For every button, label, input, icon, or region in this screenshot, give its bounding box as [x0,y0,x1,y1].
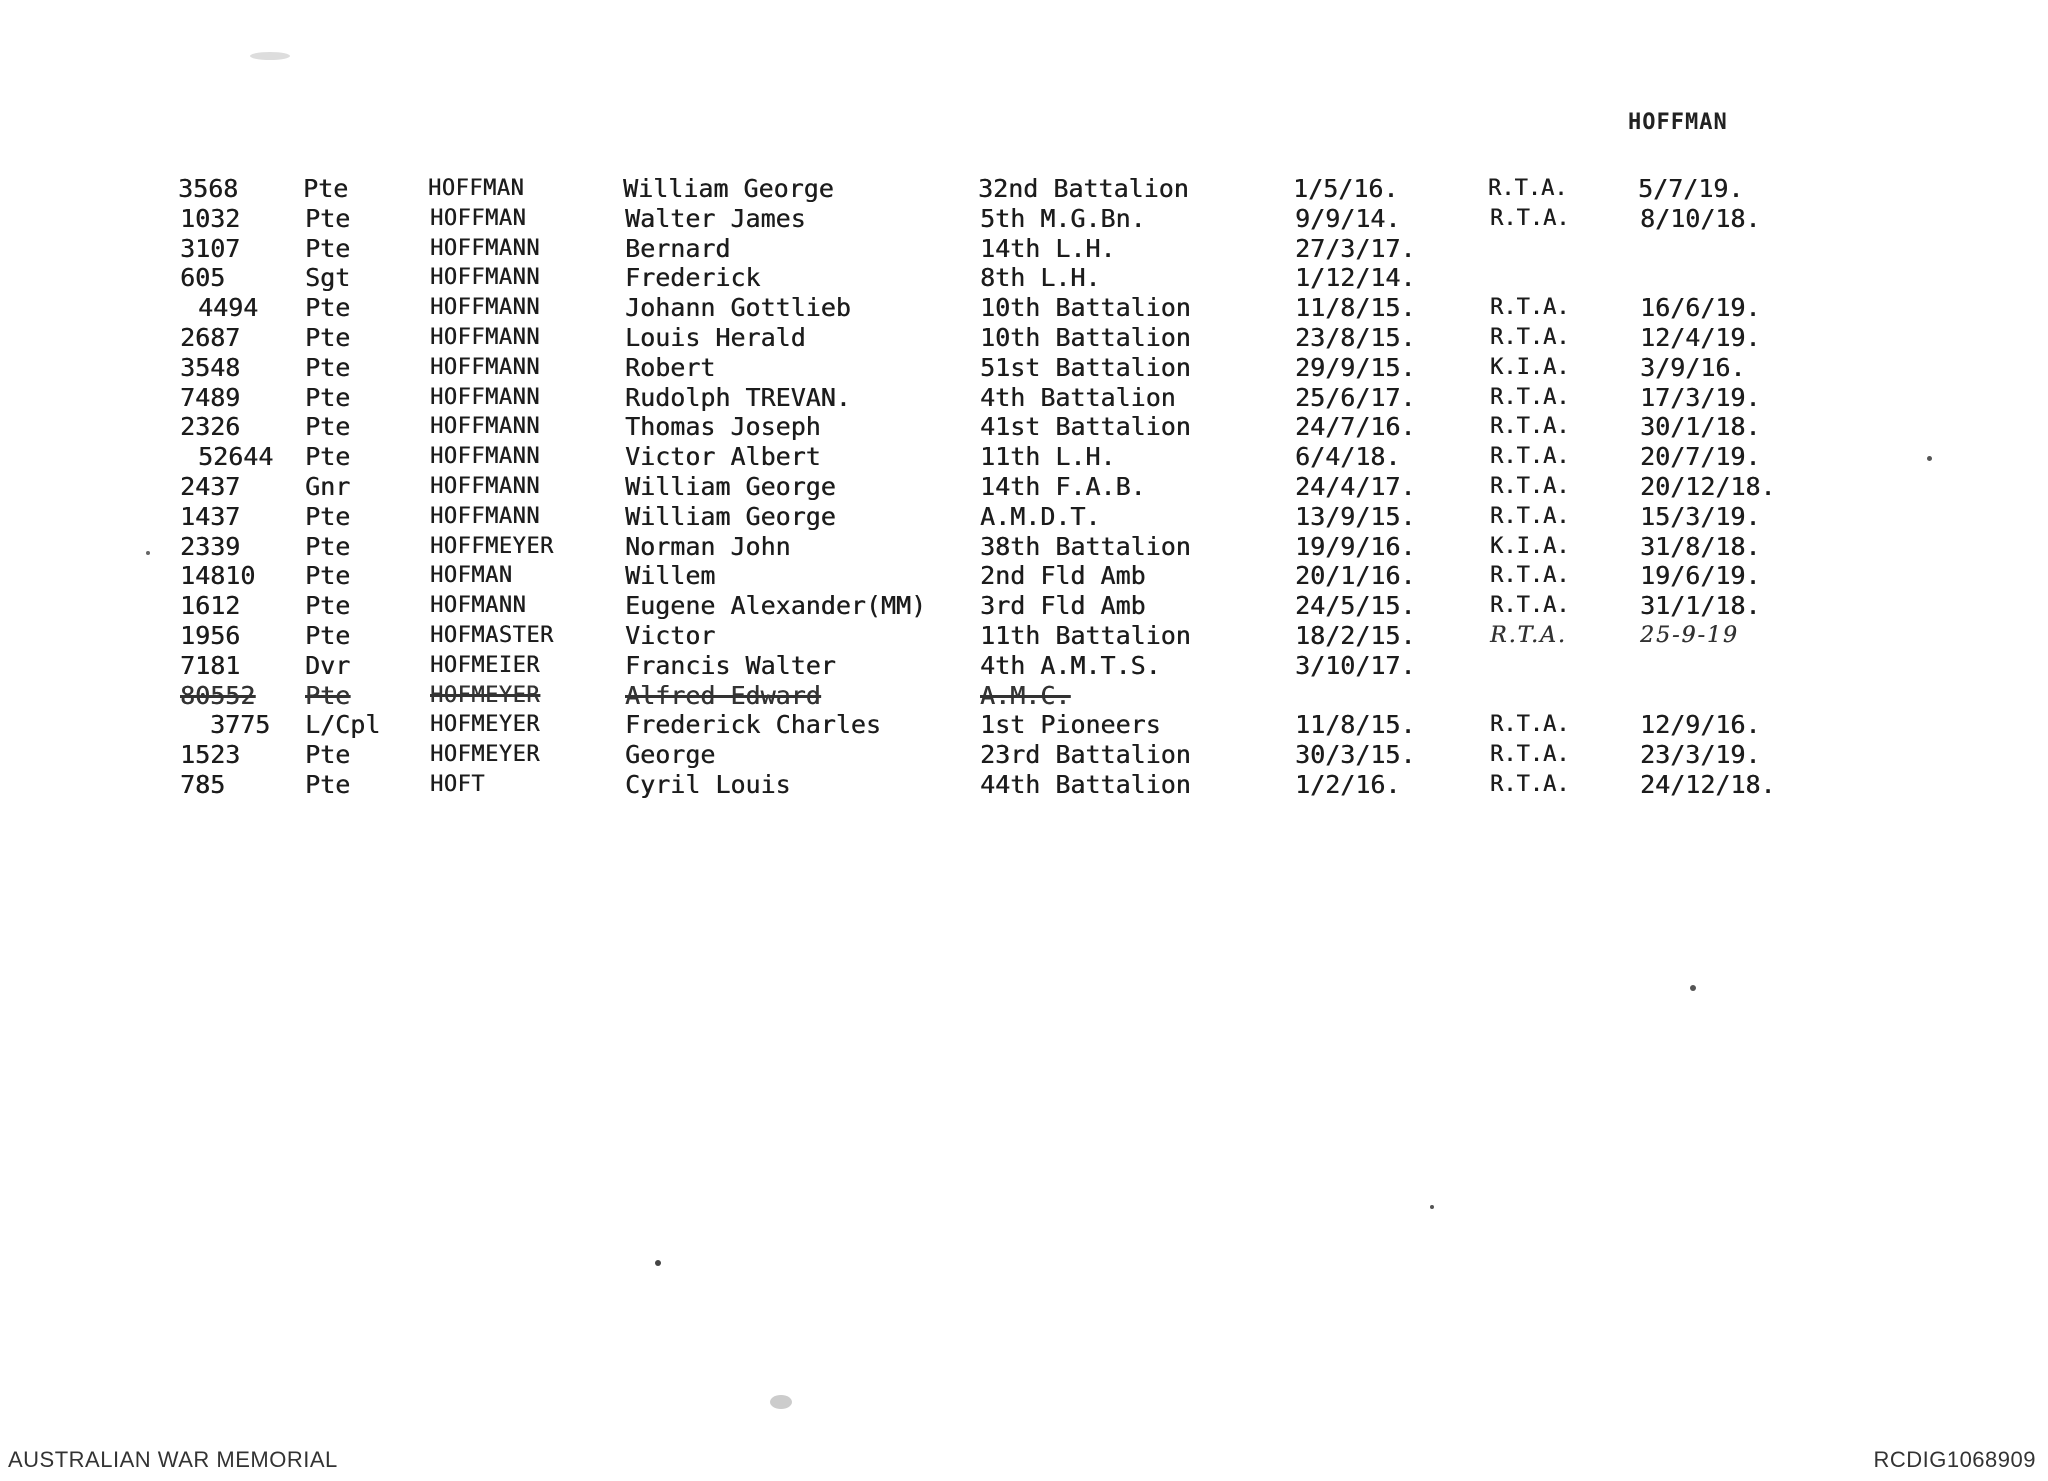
roll-entry [180,532,1860,562]
service-number: 1523 [180,740,241,770]
fate: R.T.A. [1490,324,1570,350]
service-number: 4494 [198,293,259,323]
given-names: Johann Gottlieb [625,293,851,323]
surname: HOFT [430,771,485,797]
fate-date-handwritten: 25-9-19 [1640,622,1739,648]
roll-entry [180,710,1860,740]
given-names: Thomas Joseph [625,412,821,442]
given-names: Robert [625,352,716,382]
surname: HOFMEYER [430,682,540,708]
roll-entry [180,472,1860,502]
fate-handwritten: R.T.A. [1490,622,1567,648]
service-number: 2326 [180,412,241,442]
given-names: Willem [625,561,716,591]
roll-entry [180,770,1860,800]
surname: HOFMEYER [430,742,540,768]
enlistment-date: 20/1/16. [1295,561,1416,591]
enlistment-date: 30/3/15. [1295,740,1416,770]
service-number: 2687 [180,322,241,352]
service-number: 7181 [180,650,241,680]
service-number: 1437 [180,501,241,531]
fate-date: 15/3/19. [1640,501,1761,531]
fate-date: 31/8/18. [1640,531,1761,561]
rank: Pte [305,382,351,412]
fate: R.T.A. [1490,473,1570,499]
fate: R.T.A. [1490,205,1570,231]
service-number: 3107 [180,233,241,263]
fate-date: 16/6/19. [1640,293,1761,323]
fate: R.T.A. [1490,444,1570,470]
fate-date: 23/3/19. [1640,740,1761,770]
surname: HOFFMANN [430,414,540,440]
rank: Sgt [305,263,351,293]
fate-date: 17/3/19. [1640,382,1761,412]
unit: 11th Battalion [980,620,1191,650]
enlistment-date: 6/4/18. [1295,442,1401,472]
service-number: 2437 [180,471,241,501]
rank: Pte [305,769,351,799]
fate: R.T.A. [1488,176,1568,201]
paper-speck [770,1395,792,1409]
surname: HOFFMANN [430,503,540,529]
enlistment-date: 27/3/17. [1295,233,1416,263]
given-names: Cyril Louis [625,769,791,799]
unit: 10th Battalion [980,322,1191,352]
fate: R.T.A. [1490,771,1570,797]
service-number: 3568 [178,174,239,203]
surname: HOFFMANN [430,473,540,499]
surname: HOFFMEYER [430,533,554,559]
roll-entry [180,621,1860,651]
rank: Pte [305,620,351,650]
unit: 32nd Battalion [978,174,1189,203]
roll-entry [180,412,1860,442]
fate-date: 3/9/16. [1640,352,1746,382]
roll-entry [180,204,1860,234]
enlistment-date: 24/4/17. [1295,471,1416,501]
enlistment-date: 29/9/15. [1295,352,1416,382]
enlistment-date: 1/5/16. [1293,174,1399,203]
rank: Pte [305,561,351,591]
unit: 44th Battalion [980,769,1191,799]
rank: Pte [305,352,351,382]
surname: HOFFMANN [430,235,540,261]
service-number: 80552 [180,680,256,710]
given-names: William George [625,501,836,531]
given-names: Rudolph TREVAN. [625,382,851,412]
surname: HOFFMAN [428,176,525,201]
fate: K.I.A. [1490,354,1570,380]
fate: R.T.A. [1490,414,1570,440]
unit: 51st Battalion [980,352,1191,382]
fate: R.T.A. [1490,563,1570,589]
service-number: 785 [180,769,226,799]
fate-date: 24/12/18. [1640,769,1776,799]
rank: Dvr [305,650,351,680]
unit: 8th L.H. [980,263,1101,293]
enlistment-date: 9/9/14. [1295,203,1401,233]
rank: L/Cpl [305,710,381,740]
surname: HOFMEIER [430,652,540,678]
rank: Pte [305,531,351,561]
enlistment-date: 1/12/14. [1295,263,1416,293]
surname: HOFFMAN [430,205,527,231]
rank: Pte [305,740,351,770]
enlistment-date: 24/7/16. [1295,412,1416,442]
roll-entry [178,174,1858,204]
nominal-roll-list [180,174,1860,800]
fate: R.T.A. [1490,384,1570,410]
surname: HOFFMANN [430,354,540,380]
rank: Pte [305,412,351,442]
enlistment-date: 13/9/15. [1295,501,1416,531]
fate-date: 8/10/18. [1640,203,1761,233]
unit: 11th L.H. [980,442,1116,472]
unit: 3rd Fld Amb [980,591,1146,621]
enlistment-date: 24/5/15. [1295,591,1416,621]
roll-entry [180,442,1860,472]
paper-speck [1690,985,1696,991]
roll-entry [180,323,1860,353]
fate-date: 30/1/18. [1640,412,1761,442]
unit: 14th F.A.B. [980,471,1146,501]
rank: Pte [305,233,351,263]
fate-date: 12/9/16. [1640,710,1761,740]
unit: A.M.D.T. [980,501,1101,531]
roll-entry [180,651,1860,681]
fate: R.T.A. [1490,593,1570,619]
surname: HOFMEYER [430,712,540,738]
given-names: William George [623,174,834,203]
surname: HOFMAN [430,563,513,589]
archive-credit: AUSTRALIAN WAR MEMORIAL [8,1447,338,1472]
enlistment-date: 25/6/17. [1295,382,1416,412]
enlistment-date: 3/10/17. [1295,650,1416,680]
surname: HOFFMANN [430,384,540,410]
surname: HOFMANN [430,593,527,619]
unit: 23rd Battalion [980,740,1191,770]
enlistment-date: 18/2/15. [1295,620,1416,650]
surname: HOFMASTER [430,622,554,648]
service-number: 14810 [180,561,256,591]
given-names: George [625,740,716,770]
roll-entry [180,383,1860,413]
enlistment-date: 1/2/16. [1295,769,1401,799]
unit: 14th L.H. [980,233,1116,263]
roll-entry [180,353,1860,383]
paper-speck [250,52,290,60]
fate-date: 20/12/18. [1640,471,1776,501]
rank: Pte [305,293,351,323]
unit: 38th Battalion [980,531,1191,561]
fate: R.T.A. [1490,742,1570,768]
fate-date: 5/7/19. [1638,174,1744,203]
given-names: Louis Herald [625,322,806,352]
rank: Pte [305,591,351,621]
paper-speck [1430,1205,1434,1209]
unit: 41st Battalion [980,412,1191,442]
service-number: 3775 [210,710,271,740]
given-names: Francis Walter [625,650,836,680]
given-names: Eugene Alexander(MM) [625,591,927,621]
unit: 4th A.M.T.S. [980,650,1161,680]
surname-heading: HOFFMAN [1628,110,1728,135]
fate: R.T.A. [1490,295,1570,321]
given-names: Frederick Charles [625,710,881,740]
service-number: 2339 [180,531,241,561]
roll-entry [180,561,1860,591]
given-names: Alfred Edward [625,680,821,710]
given-names: Walter James [625,203,806,233]
given-names: Victor Albert [625,442,821,472]
service-number: 3548 [180,352,241,382]
unit: A.M.C. [980,680,1071,710]
rank: Pte [305,322,351,352]
roll-entry [180,502,1860,532]
service-number: 52644 [198,442,274,472]
service-number: 605 [180,263,226,293]
surname: HOFFMANN [430,324,540,350]
rank: Pte [305,442,351,472]
enlistment-date: 19/9/16. [1295,531,1416,561]
service-number: 1612 [180,591,241,621]
enlistment-date: 11/8/15. [1295,710,1416,740]
fate-date: 31/1/18. [1640,591,1761,621]
surname: HOFFMANN [430,265,540,291]
paper-speck [655,1260,661,1266]
roll-entry [180,740,1860,770]
rank: Gnr [305,471,351,501]
given-names: Victor [625,620,716,650]
given-names: Frederick [625,263,761,293]
roll-entry [180,591,1860,621]
surname: HOFFMANN [430,444,540,470]
unit: 10th Battalion [980,293,1191,323]
image-identifier: RCDIG1068909 [1873,1447,2036,1472]
rank: Pte [305,680,351,710]
roll-entry-struck-out [180,681,1860,711]
fate-date: 20/7/19. [1640,442,1761,472]
fate: R.T.A. [1490,503,1570,529]
fate-date: 19/6/19. [1640,561,1761,591]
rank: Pte [305,501,351,531]
rank: Pte [303,174,349,203]
rank: Pte [305,203,351,233]
surname: HOFFMANN [430,295,540,321]
roll-entry [180,263,1860,293]
service-number: 7489 [180,382,241,412]
paper-speck [1927,456,1932,461]
roll-entry [180,234,1860,264]
service-number: 1032 [180,203,241,233]
roll-entry [180,293,1860,323]
given-names: Bernard [625,233,731,263]
paper-speck [146,551,150,555]
fate: R.T.A. [1490,712,1570,738]
fate-date: 12/4/19. [1640,322,1761,352]
enlistment-date: 11/8/15. [1295,293,1416,323]
unit: 4th Battalion [980,382,1176,412]
unit: 2nd Fld Amb [980,561,1146,591]
given-names: Norman John [625,531,791,561]
fate: K.I.A. [1490,533,1570,559]
given-names: William George [625,471,836,501]
service-number: 1956 [180,620,241,650]
enlistment-date: 23/8/15. [1295,322,1416,352]
unit: 1st Pioneers [980,710,1161,740]
unit: 5th M.G.Bn. [980,203,1146,233]
